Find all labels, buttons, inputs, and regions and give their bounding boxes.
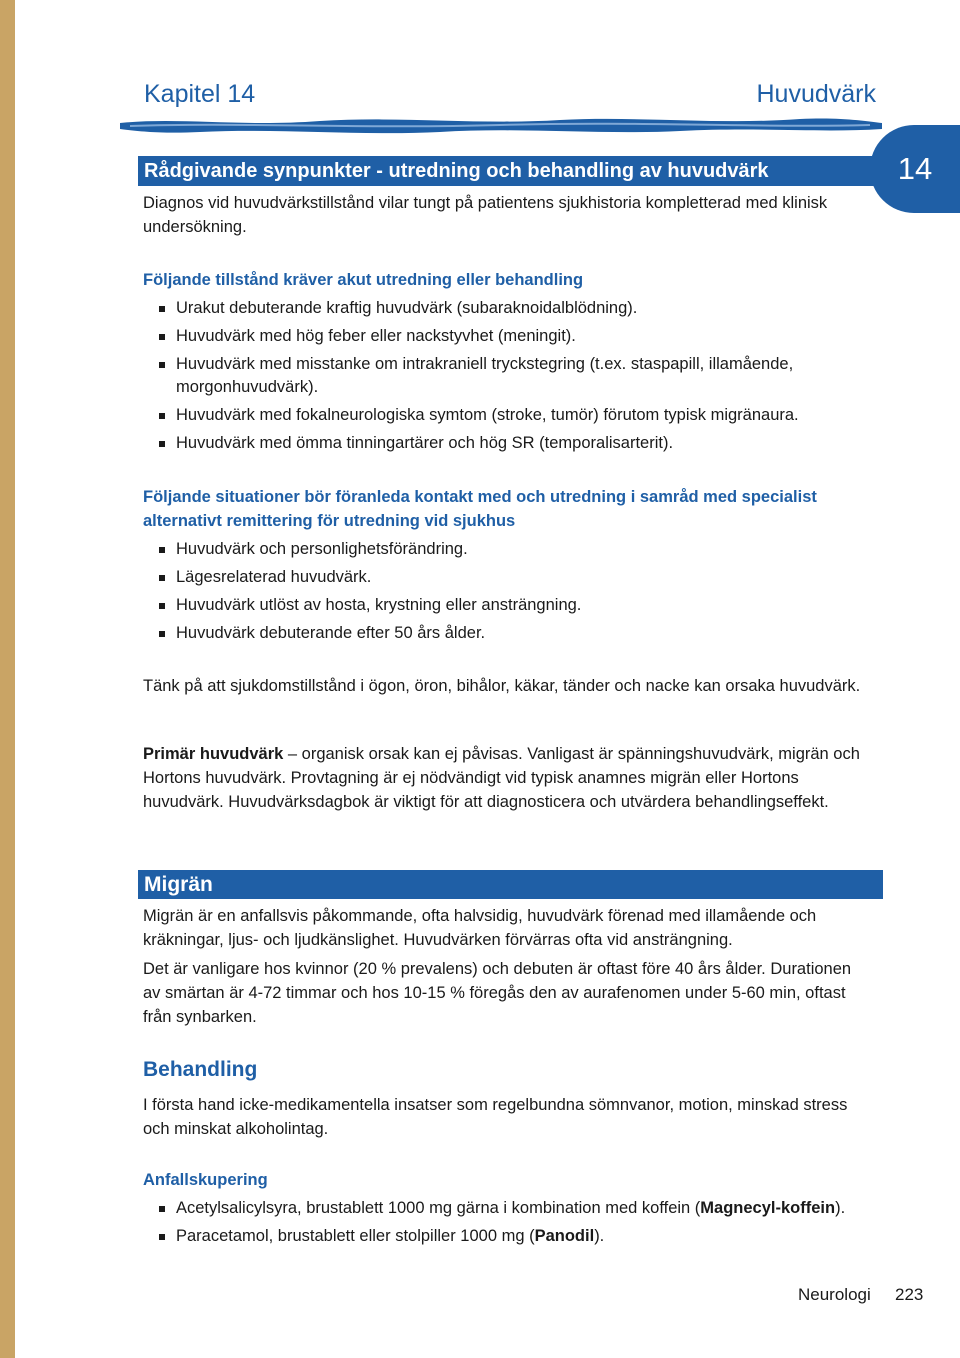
list-item: Paracetamol, brustablett eller stolpiller 1000 mg (Panodil). (143, 1225, 863, 1248)
specialist-heading: Följande situationer bör föranleda kontakt med och utredning i samråd med specialist alternativt remittering för utredning vid sjukhus (143, 488, 817, 530)
bullet-icon (159, 575, 165, 581)
bullet-icon (159, 547, 165, 553)
list-item: Urakut debuterande kraftig huvudvärk (subaraknoidalblödning). (143, 297, 873, 320)
brush-stroke-divider (120, 113, 882, 137)
section-heading-migraine: Migrän (138, 870, 883, 899)
page-number: 223 (895, 1285, 924, 1304)
treatment-heading: Behandling (143, 1058, 258, 1081)
bullet-icon (159, 306, 165, 312)
list-item: Huvudvärk med ömma tinningartärer och hög SR (temporalisarterit). (143, 432, 873, 455)
chapter-title: Kapitel 14 (144, 80, 256, 108)
migraine-paragraph-1: Migrän är en anfallsvis påkommande, ofta halvsidig, huvudvärk förenad med illamående och kräkningar, ljus- och ljudkänslighet. Huvudvärken förvärras ofta vid ansträngning. (143, 907, 817, 949)
treatment-paragraph: I första hand icke-medikamentella insatser som regelbundna sömnvanor, motion, minskad stress och minskat alkoholintag. (143, 1096, 848, 1138)
note-paragraph: Tänk på att sjukdomstillstånd i ögon, öron, bihålor, käkar, tänder och nacke kan orsaka huvudvärk. (143, 677, 861, 695)
chapter-tab-number: 14 (897, 151, 933, 186)
migraine-paragraph-2: Det är vanligare hos kvinnor (20 % prevalens) och debuten är oftast före 40 års ålder. Durationen av smärtan är 4-72 timmar och hos 10-15 % föregås den av aurafenomen under 5-60 min, oftast från synbarken. (143, 960, 852, 1026)
page-edge-bar (0, 0, 15, 1358)
chapter-topic: Huvudvärk (756, 80, 876, 108)
acute-heading: Följande tillstånd kräver akut utredning eller behandling (143, 271, 584, 289)
list-item: Lägesrelaterad huvudvärk. (143, 566, 873, 589)
acute-list (143, 297, 873, 460)
list-item: Huvudvärk debuterande efter 50 års ålder. (143, 622, 873, 645)
intro-paragraph: Diagnos vid huvudvärkstillstånd vilar tungt på patientens sjukhistoria kompletterad med klinisk undersökning. (143, 194, 828, 236)
primary-term: Primär huvudvärk (143, 745, 284, 763)
attack-list (143, 1197, 863, 1253)
list-item: Huvudvärk utlöst av hosta, krystning eller ansträngning. (143, 594, 873, 617)
bullet-icon (159, 441, 165, 447)
list-item: Huvudvärk med fokalneurologiska symtom (stroke, tumör) förutom typisk migränaura. (143, 404, 873, 427)
bullet-icon (159, 413, 165, 419)
list-item: Huvudvärk med misstanke om intrakraniell tryckstegring (t.ex. staspapill, illamående, morgonhuvudvärk). (143, 353, 873, 399)
bullet-icon (159, 1234, 165, 1240)
bullet-icon (159, 603, 165, 609)
attack-heading: Anfallskupering (143, 1171, 268, 1189)
bullet-icon (159, 631, 165, 637)
list-item: Huvudvärk och personlighetsförändring. (143, 538, 873, 561)
bullet-icon (159, 362, 165, 368)
bullet-icon (159, 334, 165, 340)
list-item: Huvudvärk med hög feber eller nackstyvhet (meningit). (143, 325, 873, 348)
primary-headache-paragraph: Primär huvudvärk – organisk orsak kan ej påvisas. Vanligast är spänningshuvudvärk, migrän och Hortons huvudvärk. Provtagning är ej nödvändigt vid typisk anamnes migrän eller Hortons huvudvärk. Huvudvärksdagbok är viktigt för att diagnosticera och utvärdera behandlingseffekt. (143, 745, 860, 811)
bullet-icon (159, 1206, 165, 1212)
footer-section: Neurologi (798, 1285, 871, 1304)
specialist-list (143, 538, 873, 650)
list-item: Acetylsalicylsyra, brustablett 1000 mg gärna i kombination med koffein (Magnecyl-koffein). (143, 1197, 863, 1220)
section-heading-advice: Rådgivande synpunkter - utredning och behandling av huvudvärk (138, 156, 883, 186)
